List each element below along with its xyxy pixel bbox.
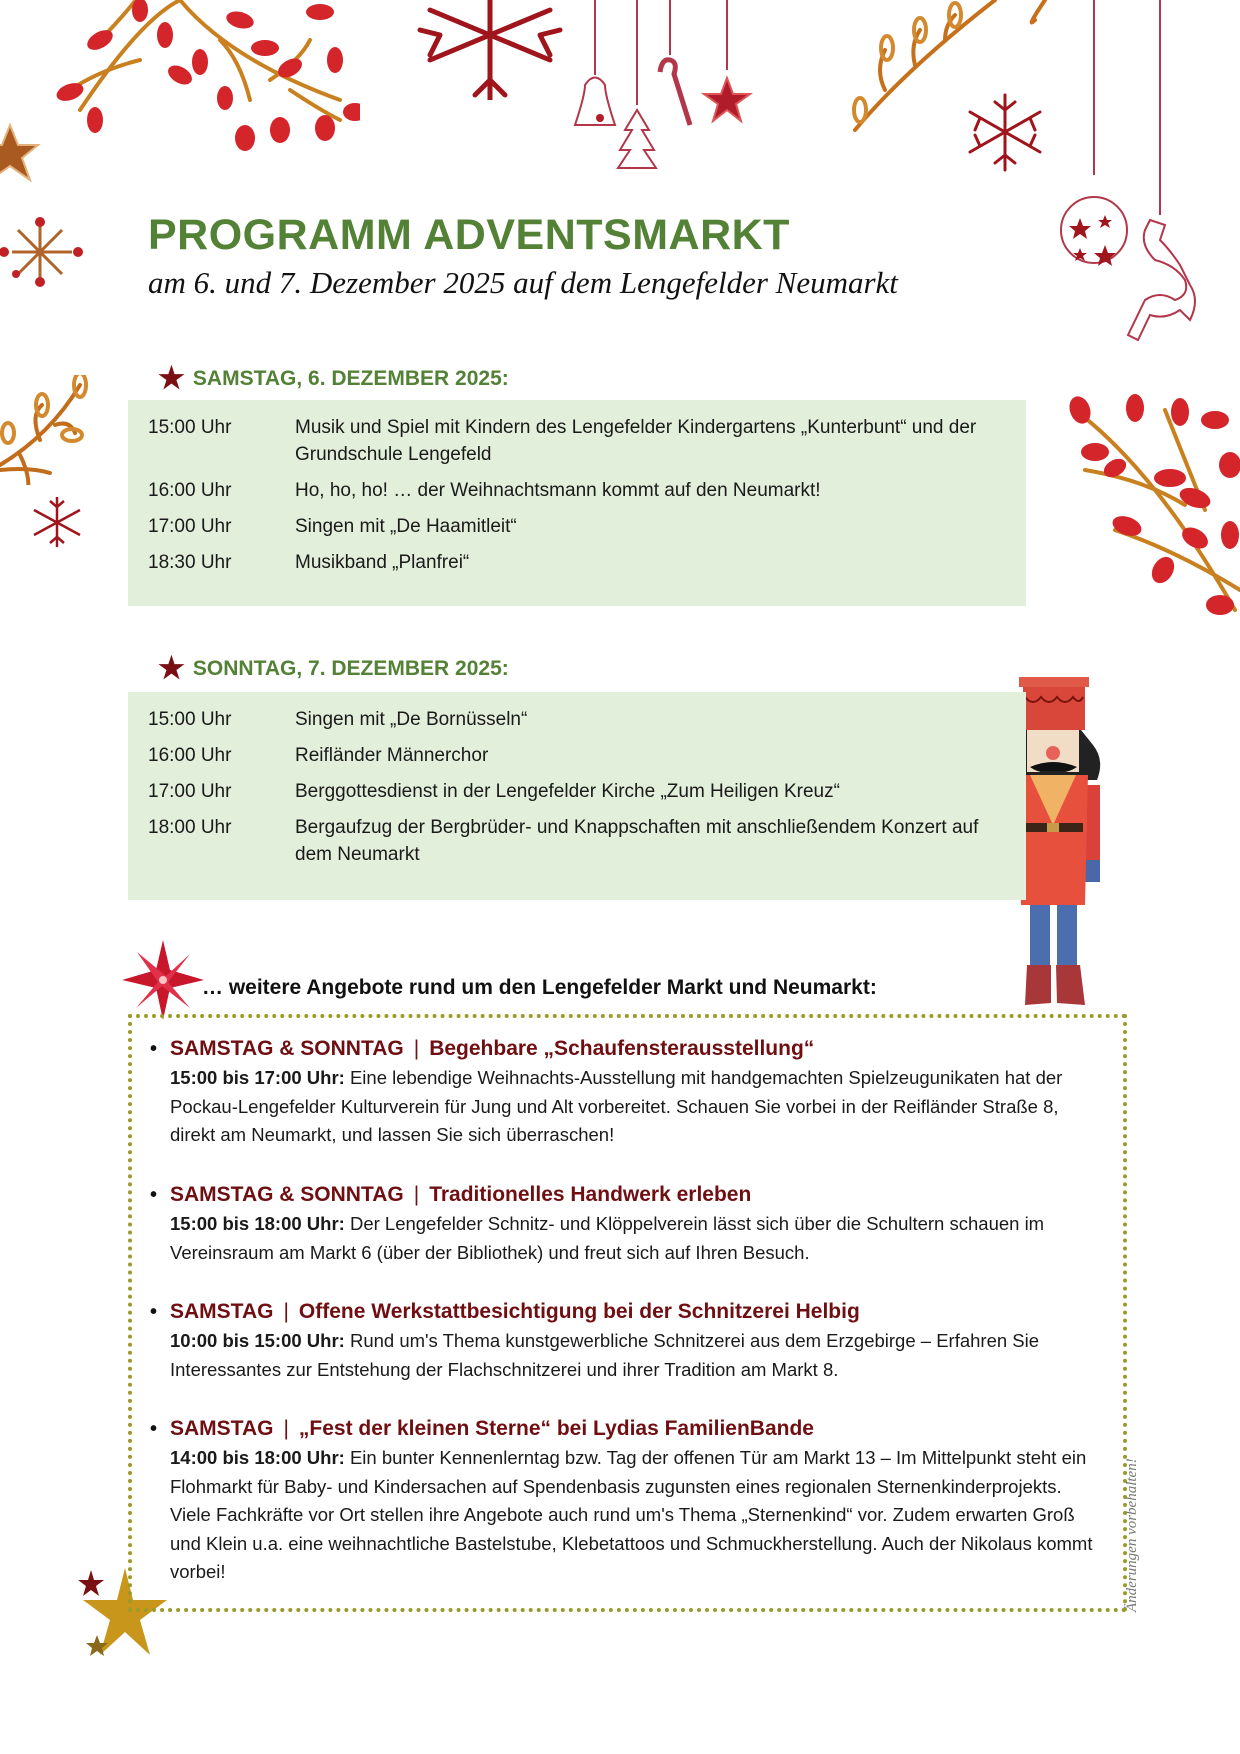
offer-days: SAMSTAG & SONNTAG [170,1037,404,1060]
offer-item [150,1034,1100,1150]
offer-text: Eine lebendige Weihnachts-Ausstellung mit handgemachten Spielzeugunikaten hat der Pockau-Lengefelder Kulturverein für Jung und Alt vorbereitet. Schauen Sie vorbei in der Reifländer Straße 8, direkt am Neumarkt, und lassen Sie sich überraschen! [170,1067,1063,1145]
more-offers-heading: … weitere Angebote rund um den Lengefelder Markt und Neumarkt: [202,976,877,999]
offer-time: 15:00 bis 18:00 Uhr: [170,1213,345,1234]
offer-time: 10:00 bis 15:00 Uhr: [170,1330,345,1351]
berry-branch-icon [1055,390,1240,620]
offer-item [150,1180,1100,1267]
bullet-icon: • [150,1418,158,1440]
snowflake-icon [960,90,1050,175]
berry-branch-icon [40,0,360,160]
event-time: 16:00 Uhr [148,480,232,501]
schedule-row [128,509,1026,545]
offer-separator: | [283,1300,289,1323]
day-heading-sunday [158,654,509,684]
event-desc: Musik und Spiel mit Kindern des Lengefelder Kindergartens „Kunterbunt“ und der Grundschule Lengefeld [295,417,977,465]
offer-body [170,1064,1100,1150]
offer-title: Traditionelles Handwerk erleben [429,1183,752,1206]
offer-header [150,1297,1100,1327]
event-time: 15:00 Uhr [148,709,232,730]
event-time: 17:00 Uhr [148,516,232,537]
offer-time: 15:00 bis 17:00 Uhr: [170,1067,345,1088]
snowflake-flower-icon [0,212,90,292]
schedule-row [128,473,1026,509]
day-heading-label: SONNTAG, 7. DEZEMBER 2025: [192,657,509,680]
offer-separator: | [283,1417,289,1440]
bullet-icon: • [150,1301,158,1323]
event-desc: Ho, ho, ho! … der Weihnachtsmann kommt auf den Neumarkt! [295,480,821,501]
offer-body [170,1444,1100,1587]
offer-header [150,1180,1100,1210]
offer-title: Offene Werkstattbesichtigung bei der Schnitzerei Helbig [298,1300,860,1323]
event-desc: Singen mit „De Haamitleit“ [295,516,517,537]
offer-separator: | [413,1037,420,1060]
offer-text: Ein bunter Kennenlerntag bzw. Tag der offenen Tür am Markt 13 – Im Mittelpunkt steht ein Flohmarkt für Baby- und Kindersachen auf Spendenbasis zugunsten eines regionalen Sternenkinderprojekts. Viele Fachkräfte vor Ort stellen ihre Angebote auch rund um's Thema „Sternenkind“ vor. Zudem erwarten Groß und Klein u.a. eine weihnachtliche Bastelstube, Klebetattoos und Schmuckherstellung. Auch der Nikolaus kommt vorbei! [170,1447,1093,1582]
page-subtitle: am 6. und 7. Dezember 2025 auf dem Lengefelder Neumarkt [148,265,898,300]
star-icon: ★ [158,652,185,685]
star-icon: ★ [158,362,185,395]
bullet-icon: • [150,1038,158,1060]
offer-header [150,1414,1100,1444]
event-desc: Bergaufzug der Bergbrüder- und Knappschaften mit anschließendem Konzert auf dem Neumarkt [295,817,979,865]
schedule-saturday [128,400,1026,606]
offer-body [170,1210,1100,1267]
event-time: 16:00 Uhr [148,745,232,766]
day-heading-saturday [158,364,509,394]
schedule-row [128,545,1026,581]
schedule-row [128,410,1026,473]
schedule-row [128,738,1026,774]
changes-reserved-note: Änderungen vorbehalten! [1124,1458,1140,1612]
hanging-ornaments-icon [570,0,760,180]
offer-separator: | [413,1183,420,1206]
offer-item [150,1297,1100,1384]
offer-text: Der Lengefelder Schnitz- und Klöppelverein lässt sich über die Schultern schauen im Vereinsraum am Markt 6 (über der Bibliothek) und freut sich auf Ihren Besuch. [170,1213,1045,1263]
offer-header [150,1034,1100,1064]
event-time: 18:00 Uhr [148,817,232,838]
snowflake-icon [30,495,85,550]
event-desc: Berggottesdienst in der Lengefelder Kirche „Zum Heiligen Kreuz“ [295,781,840,802]
event-desc: Reifländer Männerchor [295,745,489,766]
branch-icon [0,375,95,485]
offer-days: SAMSTAG [170,1300,274,1323]
event-time: 15:00 Uhr [148,417,232,438]
offer-body [170,1327,1100,1384]
poinsettia-icon [122,940,204,1020]
offer-text: Rund um's Thema kunstgewerbliche Schnitzerei aus dem Erzgebirge – Erfahren Sie Interessantes zur Entstehung der Flachschnitzerei und ihrer Tradition am Markt 8. [170,1330,1040,1380]
schedule-row [128,702,1026,738]
snowflake-icon [410,0,570,100]
page-title: PROGRAMM ADVENTSMARKT [148,211,790,259]
star-anise-icon [0,120,48,210]
event-time: 17:00 Uhr [148,781,232,802]
offer-days: SAMSTAG [170,1417,274,1440]
schedule-row [128,810,1026,873]
event-time: 18:30 Uhr [148,552,232,573]
event-desc: Singen mit „De Bornüsseln“ [295,709,528,730]
schedule-sunday [128,692,1026,900]
event-desc: Musikband „Planfrei“ [295,552,470,573]
schedule-row [128,774,1026,810]
offer-title: „Fest der kleinen Sterne“ bei Lydias FamilienBande [298,1417,814,1440]
bullet-icon: • [150,1184,158,1206]
offer-title: Begehbare „Schaufensterausstellung“ [429,1037,815,1060]
offer-item [150,1414,1100,1587]
ornament-ball-icon [1050,0,1210,350]
day-heading-label: SAMSTAG, 6. DEZEMBER 2025: [192,367,509,390]
offer-days: SAMSTAG & SONNTAG [170,1183,404,1206]
offer-time: 14:00 bis 18:00 Uhr: [170,1447,345,1468]
